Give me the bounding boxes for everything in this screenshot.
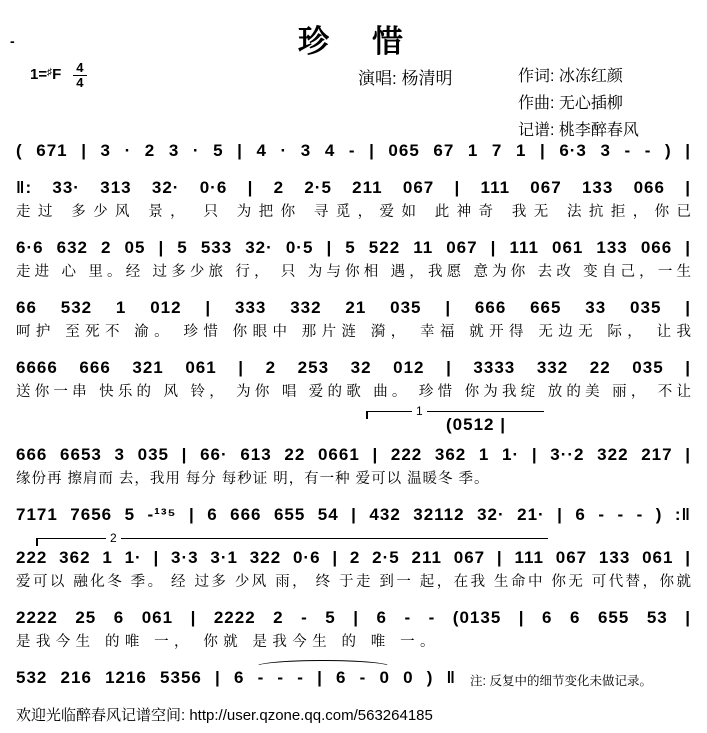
- lyrics-line: 爱可以 融化冬 季。 经 过多 少风 雨， 终 于走 到一 起，在我 生命中 你无 可代替，你就: [16, 574, 691, 590]
- lyrics-line: 缘份再 擦肩而 去，我用 每分 每秒证 明，有一种 爱可以 温暖冬 季。: [16, 471, 489, 487]
- time-signature-top: 4: [73, 62, 86, 76]
- lyrics-line: 走过 多少风 景， 只 为把你 寻觅，爱如 此神奇 我无 法抗拒，你已: [16, 204, 691, 220]
- notation-line: ( 671 | 3 · 2 3 · 5 | 4 · 3 4 - | 065 67 1 7 1 | 6·3 3 - - ) |: [16, 141, 691, 160]
- lyrics-line: 呵护 至死不 渝。 珍惜 你眼中 那片涟 漪， 幸福 就开得 无边无 际， 让我: [16, 324, 691, 340]
- lyricist-credit: 作词: 冰冻红颜: [518, 68, 623, 85]
- lyrics-line: 是我今生 的唯 一， 你就 是我今生 的 唯 一。: [16, 634, 435, 650]
- second-ending: [16, 530, 691, 547]
- notator-credit: 记谱: 桃李醉春风: [518, 122, 639, 139]
- volta-label-1: 1: [412, 404, 427, 418]
- volta-label-2: 2: [106, 531, 121, 545]
- score: [0, 140, 707, 689]
- composer-credit: 作曲: 无心插柳: [518, 95, 623, 112]
- volta-bracket-2: [36, 531, 548, 545]
- song-title: 珍 惜: [298, 24, 409, 59]
- time-signature: [73, 62, 86, 89]
- notation-line: 7171 7656 5 -¹³⁵ | 6 666 655 54 | 432 32112 32· 21· | 6 - - - ) :‖: [16, 505, 691, 524]
- notation-line: 532 216 1216 5356 | 6 - - - | 6 - 0 0 ) ‖: [16, 668, 456, 687]
- credits: [518, 63, 639, 144]
- system-7: [16, 504, 691, 526]
- system-3: [16, 237, 691, 282]
- sharp-icon: ♯: [47, 67, 53, 78]
- key-tonic: F: [52, 66, 62, 83]
- system-6: [16, 444, 691, 489]
- system-5: [16, 357, 691, 402]
- stray-dash: -: [10, 33, 15, 49]
- notation-line: ‖: 33· 313 32· 0·6 | 2 2·5 211 067 | 111 067 133 066 |: [16, 178, 691, 197]
- system-9: [16, 607, 691, 652]
- notation-line: 6666 666 321 061 | 2 253 32 012 | 3333 332 22 035 |: [16, 358, 691, 377]
- key-prefix: 1=: [30, 66, 48, 83]
- lyrics-line: 走进 心 里。经 过多少旅 行， 只 为与你相 遇，我愿 意为你 去改 变自己，一生: [16, 264, 691, 280]
- tie-arc: [254, 660, 392, 674]
- time-signature-bottom: 4: [76, 75, 84, 90]
- lyrics-line: 送你一串 快乐的 风 铃， 为你 唱 爱的歌 曲。 珍惜 你为我绽 放的美 丽， 不让: [16, 384, 691, 400]
- key-signature: [30, 62, 87, 89]
- system-8: [16, 547, 691, 592]
- system-2: [16, 177, 691, 222]
- first-ending-notes: (0512 |: [446, 415, 506, 434]
- system-4: [16, 297, 691, 342]
- system-10: [16, 667, 691, 689]
- score-footnote: 注: 反复中的细节变化未做记录。: [470, 674, 652, 688]
- notation-line: 2222 25 6 061 | 2222 2 - 5 | 6 - - (0135 | 6 6 655 53 |: [16, 608, 691, 627]
- volta-bracket-1: [366, 404, 544, 418]
- notation-line: 222 362 1 1· | 3·3 3·1 322 0·6 | 2 2·5 211 067 | 111 067 133 061 |: [16, 548, 691, 567]
- footer-link: 欢迎光临醉春风记谱空间: http://user.qzone.qq.com/563264185: [16, 707, 433, 724]
- notation-line: 66 532 1 012 | 333 332 21 035 | 666 665 33 035 |: [16, 298, 691, 317]
- notation-line: 6·6 632 2 05 | 5 533 32· 0·5 | 5 522 11 067 | 111 061 133 066 |: [16, 238, 691, 257]
- performer-credit: 演唱: 杨清明: [358, 69, 453, 88]
- header: [0, 0, 707, 140]
- first-ending: [16, 404, 691, 444]
- notation-line: 666 6653 3 035 | 66· 613 22 0661 | 222 362 1 1· | 3··2 322 217 |: [16, 445, 691, 464]
